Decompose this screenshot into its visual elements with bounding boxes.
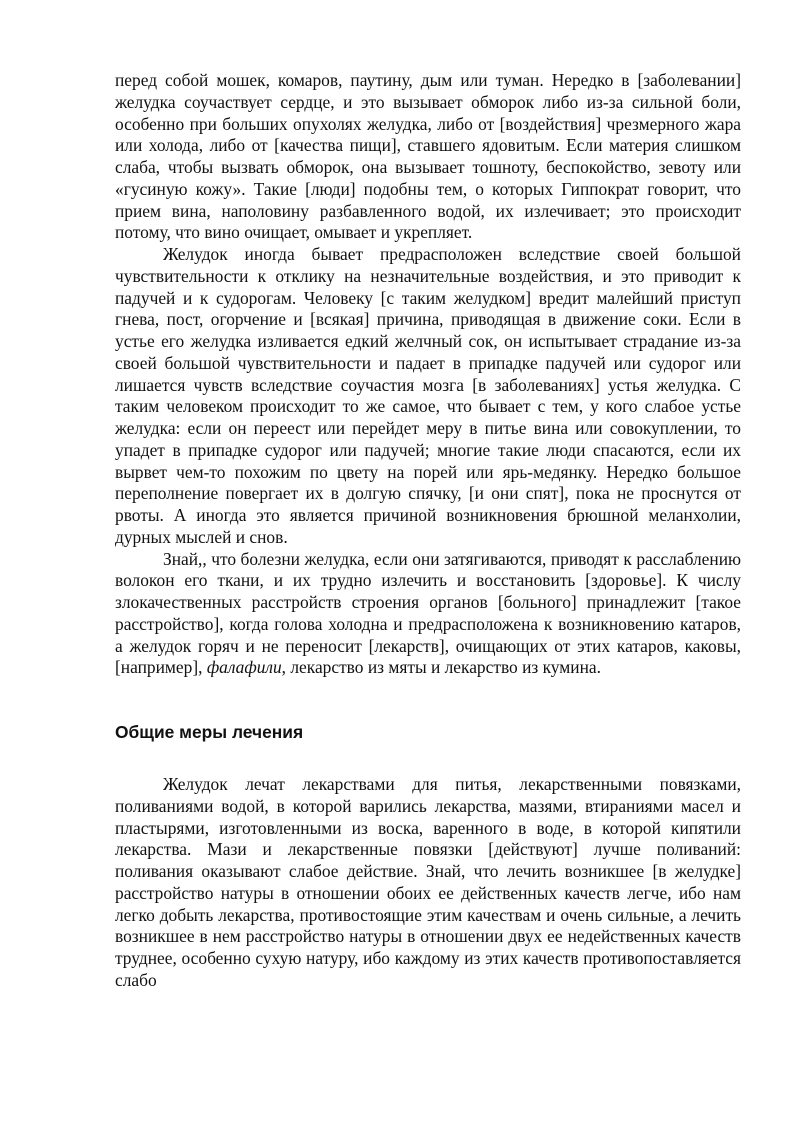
paragraph-3 xyxy=(115,549,741,680)
paragraph-3-text-start: Знай,, что болезни желудка, если они затягиваются, приводят к расслаблению волокон его ткани, и их трудно излечить и восстановить [здоровье]. К числу злокачественных расстройств строения органов [больного] принадлежит [такое расстройство], когда голова холодна и предрасположена к возникновению катаров, а желудок горяч и не переносит [лекарств], очищающих от этих катаров, каковы, [например], xyxy=(115,548,741,678)
paragraph-1: перед собой мошек, комаров, паутину, дым или туман. Нередко в [заболевании] желудка соучаствует сердце, и это вызывает обморок либо из-за сильной боли, особенно при больших опухолях желудка, либо от [воздействия] чрезмерного жара или холода, либо от [качества пищи], ставшего ядовитым. Если материя слишком слаба, чтобы вызвать обморок, она вызывает тошноту, беспокойство, зевоту или «гусиную кожу». Такие [люди] подобны тем, о которых Гиппократ говорит, что прием вина, наполовину разбавленного водой, их излечивает; это происходит потому, что вино очищает, омывает и укрепляет. xyxy=(115,70,741,243)
document-page xyxy=(115,70,741,992)
italic-term: фалафили xyxy=(206,657,282,678)
section-heading: Общие меры лечения xyxy=(115,722,304,742)
paragraph-4: Желудок лечат лекарствами для питья, лекарственными повязками, поливаниями водой, в которой варились лекарства, мазями, втираниями масел и пластырями, изготовленными из воска, варенного в воде, в которой кипятили лекарства. Мази и лекарственные повязки [действуют] лучше поливаний: поливания оказывают слабое действие. Знай, что лечить возникшее [в желудке] расстройство натуры в отношении обоих ее действенных качеств легче, ибо нам легко добыть лекарства, противостоящие этим качествам и очень сильные, а лечить возникшее в нем расстройство натуры в отношении двух ее недейственных качеств труднее, особенно сухую натуру, ибо каждому из этих качеств противопоставляется слабо xyxy=(115,774,741,990)
paragraph-2: Желудок иногда бывает предрасположен вследствие своей большой чувствительности к отклику на незначительные воздействия, и это приводит к падучей и к судорогам. Человеку [с таким желудком] вредит малейший приступ гнева, пост, огорчение и [всякая] причина, приводящая в движение соки. Если в устье его желудка изливается едкий желчный сок, он испытывает страдание из-за своей большой чувствительности и падает в припадке падучей или судорог или лишается чувств вследствие соучастия мозга [в заболеваниях] устья желудка. С таким человеком происходит то же самое, что бывает с тем, у кого слабое устье желудка: если он переест или перейдет меру в питье вина или совокуплении, то упадет в припадке судорог или падучей; многие такие люди спасаются, если их вырвет чем-то похожим по цвету на порей или ярь-медянку. Нередко большое переполнение повергает их в долгую спячку, [и они спят], пока не проснутся от рвоты. А иногда это является причиной возникновения брюшной меланхолии, дурных мыслей и снов. xyxy=(115,244,741,547)
paragraph-3-text-end: , лекарство из мяты и лекарство из кумина. xyxy=(281,657,601,678)
